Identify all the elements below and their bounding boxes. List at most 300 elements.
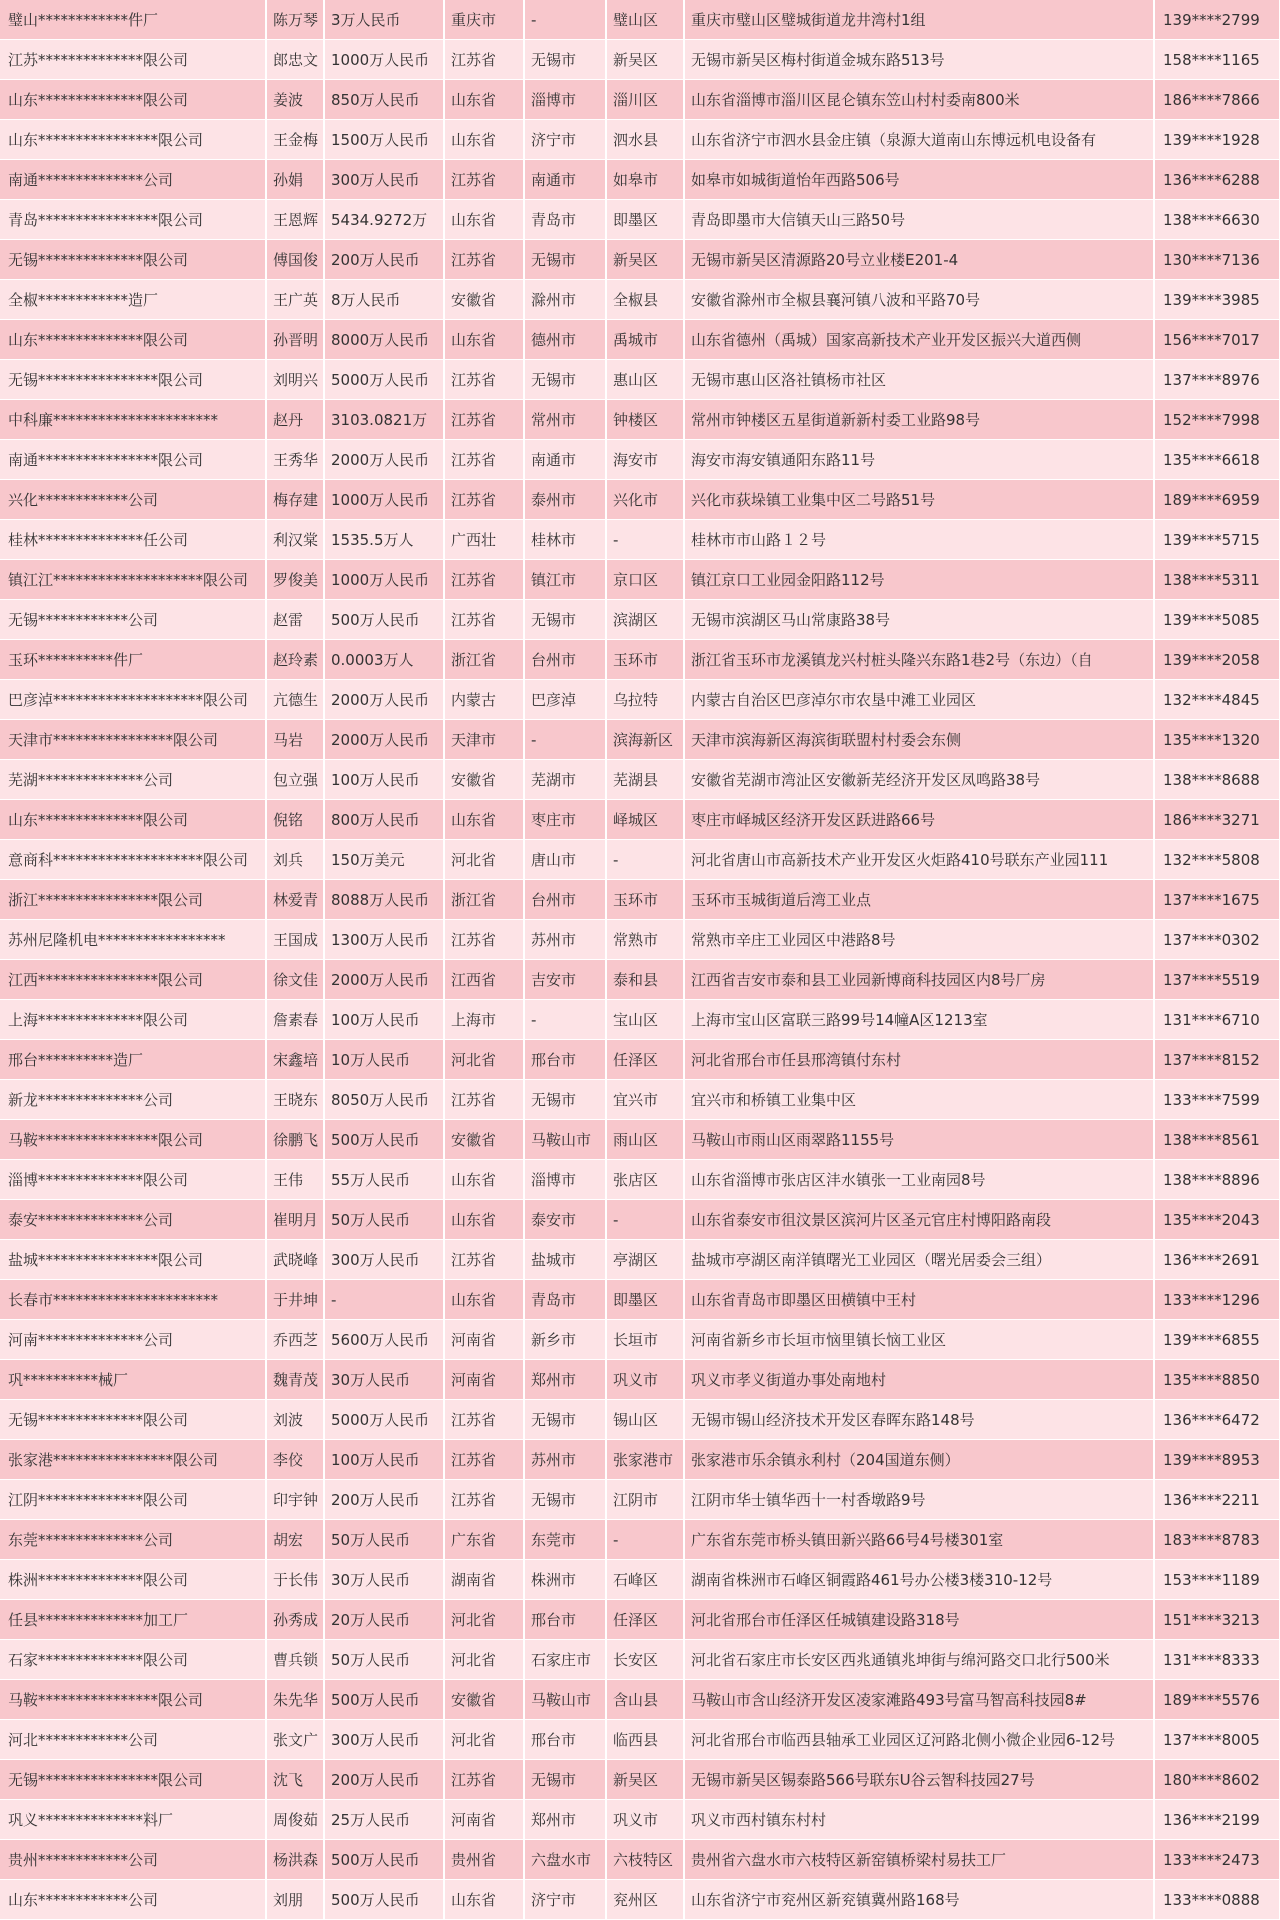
legal-representative-cell: 亢德生 (266, 680, 324, 720)
city-cell: 济宁市 (524, 120, 606, 160)
legal-representative-cell: 郎忠文 (266, 40, 324, 80)
district-cell: 泰和县 (606, 960, 684, 1000)
legal-representative-cell: 林爱青 (266, 880, 324, 920)
phone-cell: 133****1296 (1154, 1280, 1280, 1320)
city-cell: 枣庄市 (524, 800, 606, 840)
province-cell: 内蒙古 (444, 680, 524, 720)
city-cell: 无锡市 (524, 360, 606, 400)
district-cell: 含山县 (606, 1680, 684, 1720)
phone-cell: 133****0888 (1154, 1880, 1280, 1920)
phone-cell: 135****2043 (1154, 1200, 1280, 1240)
registered-capital-cell: 200万人民币 (324, 240, 444, 280)
registered-capital-cell: 1000万人民币 (324, 560, 444, 600)
phone-cell: 136****6288 (1154, 160, 1280, 200)
city-cell: 新乡市 (524, 1320, 606, 1360)
city-cell: 郑州市 (524, 1360, 606, 1400)
district-cell: 任泽区 (606, 1040, 684, 1080)
city-cell: 无锡市 (524, 1760, 606, 1800)
registered-capital-cell: 1535.5万人 (324, 520, 444, 560)
phone-cell: 139****2799 (1154, 0, 1280, 40)
address-cell: 江阴市华士镇华西十一村香墩路9号 (684, 1480, 1154, 1520)
phone-cell: 180****8602 (1154, 1760, 1280, 1800)
legal-representative-cell: 印宇钟 (266, 1480, 324, 1520)
address-cell: 广东省东莞市桥头镇田新兴路66号4号楼301室 (684, 1520, 1154, 1560)
legal-representative-cell: 赵雷 (266, 600, 324, 640)
address-cell: 兴化市荻垛镇工业集中区二号路51号 (684, 480, 1154, 520)
phone-cell: 139****5715 (1154, 520, 1280, 560)
registered-capital-cell: - (324, 1280, 444, 1320)
company-name-cell: 株洲**************限公司 (0, 1560, 266, 1600)
district-cell: 常熟市 (606, 920, 684, 960)
table-row (0, 1520, 1280, 1560)
company-name-cell: 苏州尼隆机电***************** (0, 920, 266, 960)
city-cell: 镇江市 (524, 560, 606, 600)
city-cell: 淄博市 (524, 80, 606, 120)
company-name-cell: 山东************公司 (0, 1880, 266, 1920)
legal-representative-cell: 利汉棠 (266, 520, 324, 560)
table-row (0, 1760, 1280, 1800)
table-row (0, 680, 1280, 720)
phone-cell: 137****5519 (1154, 960, 1280, 1000)
province-cell: 江苏省 (444, 1080, 524, 1120)
phone-cell: 139****6855 (1154, 1320, 1280, 1360)
phone-cell: 152****7998 (1154, 400, 1280, 440)
table-row (0, 1840, 1280, 1880)
legal-representative-cell: 赵玲素 (266, 640, 324, 680)
address-cell: 山东省德州（禹城）国家高新技术产业开发区振兴大道西侧 (684, 320, 1154, 360)
district-cell: 海安市 (606, 440, 684, 480)
district-cell: 新吴区 (606, 40, 684, 80)
table-row (0, 880, 1280, 920)
company-name-cell: 青岛****************限公司 (0, 200, 266, 240)
district-cell: 石峰区 (606, 1560, 684, 1600)
table-row (0, 1280, 1280, 1320)
table-row (0, 1600, 1280, 1640)
table-row (0, 1400, 1280, 1440)
phone-cell: 132****5808 (1154, 840, 1280, 880)
phone-cell: 136****2199 (1154, 1800, 1280, 1840)
legal-representative-cell: 朱先华 (266, 1680, 324, 1720)
company-name-cell: 江西****************限公司 (0, 960, 266, 1000)
district-cell: 惠山区 (606, 360, 684, 400)
registered-capital-cell: 300万人民币 (324, 1720, 444, 1760)
registered-capital-cell: 500万人民币 (324, 1120, 444, 1160)
legal-representative-cell: 武晓峰 (266, 1240, 324, 1280)
registered-capital-cell: 2000万人民币 (324, 440, 444, 480)
city-cell: 常州市 (524, 400, 606, 440)
table-row (0, 560, 1280, 600)
registered-capital-cell: 300万人民币 (324, 1240, 444, 1280)
company-name-cell: 马鞍****************限公司 (0, 1680, 266, 1720)
address-cell: 山东省泰安市徂汶景区滨河片区圣元官庄村博阳路南段 (684, 1200, 1154, 1240)
province-cell: 贵州省 (444, 1840, 524, 1880)
address-cell: 巩义市西村镇东村村 (684, 1800, 1154, 1840)
city-cell: 德州市 (524, 320, 606, 360)
legal-representative-cell: 詹素春 (266, 1000, 324, 1040)
phone-cell: 189****5576 (1154, 1680, 1280, 1720)
legal-representative-cell: 陈万琴 (266, 0, 324, 40)
province-cell: 江苏省 (444, 1400, 524, 1440)
table-row (0, 760, 1280, 800)
registered-capital-cell: 3万人民币 (324, 0, 444, 40)
city-cell: 芜湖市 (524, 760, 606, 800)
district-cell: 亭湖区 (606, 1240, 684, 1280)
district-cell: - (606, 1520, 684, 1560)
registered-capital-cell: 30万人民币 (324, 1560, 444, 1600)
phone-cell: 137****1675 (1154, 880, 1280, 920)
company-name-cell: 无锡****************限公司 (0, 1760, 266, 1800)
province-cell: 河南省 (444, 1320, 524, 1360)
table-row (0, 960, 1280, 1000)
city-cell: - (524, 1000, 606, 1040)
table-row (0, 1440, 1280, 1480)
legal-representative-cell: 王秀华 (266, 440, 324, 480)
table-row (0, 1560, 1280, 1600)
province-cell: 江苏省 (444, 440, 524, 480)
phone-cell: 158****1165 (1154, 40, 1280, 80)
table-row (0, 600, 1280, 640)
registered-capital-cell: 1500万人民币 (324, 120, 444, 160)
city-cell: 马鞍山市 (524, 1120, 606, 1160)
company-name-cell: 南通**************公司 (0, 160, 266, 200)
company-name-cell: 兴化************公司 (0, 480, 266, 520)
legal-representative-cell: 赵丹 (266, 400, 324, 440)
legal-representative-cell: 杨洪森 (266, 1840, 324, 1880)
address-cell: 贵州省六盘水市六枝特区新窑镇桥梁村易扶工厂 (684, 1840, 1154, 1880)
phone-cell: 136****2211 (1154, 1480, 1280, 1520)
company-name-cell: 新龙**************公司 (0, 1080, 266, 1120)
province-cell: 上海市 (444, 1000, 524, 1040)
table-row (0, 1720, 1280, 1760)
province-cell: 江苏省 (444, 480, 524, 520)
address-cell: 河北省唐山市高新技术产业开发区火炬路410号联东产业园111 (684, 840, 1154, 880)
legal-representative-cell: 王国成 (266, 920, 324, 960)
phone-cell: 139****2058 (1154, 640, 1280, 680)
province-cell: 安徽省 (444, 760, 524, 800)
district-cell: 乌拉特 (606, 680, 684, 720)
company-name-cell: 山东**************限公司 (0, 320, 266, 360)
address-cell: 枣庄市峄城区经济开发区跃进路66号 (684, 800, 1154, 840)
address-cell: 无锡市滨湖区马山常康路38号 (684, 600, 1154, 640)
address-cell: 河南省新乡市长垣市恼里镇长恼工业区 (684, 1320, 1154, 1360)
city-cell: 郑州市 (524, 1800, 606, 1840)
district-cell: 张家港市 (606, 1440, 684, 1480)
table-row (0, 360, 1280, 400)
legal-representative-cell: 孙晋明 (266, 320, 324, 360)
legal-representative-cell: 刘兵 (266, 840, 324, 880)
registered-capital-cell: 200万人民币 (324, 1480, 444, 1520)
phone-cell: 138****6630 (1154, 200, 1280, 240)
phone-cell: 186****3271 (1154, 800, 1280, 840)
legal-representative-cell: 崔明月 (266, 1200, 324, 1240)
registered-capital-cell: 1300万人民币 (324, 920, 444, 960)
table-row (0, 240, 1280, 280)
company-name-cell: 张家港****************限公司 (0, 1440, 266, 1480)
city-cell: 滁州市 (524, 280, 606, 320)
address-cell: 安徽省滁州市全椒县襄河镇八波和平路70号 (684, 280, 1154, 320)
table-row (0, 920, 1280, 960)
legal-representative-cell: 胡宏 (266, 1520, 324, 1560)
city-cell: - (524, 720, 606, 760)
table-row (0, 320, 1280, 360)
province-cell: 河南省 (444, 1360, 524, 1400)
registered-capital-cell: 800万人民币 (324, 800, 444, 840)
phone-cell: 189****6959 (1154, 480, 1280, 520)
registered-capital-cell: 8000万人民币 (324, 320, 444, 360)
company-name-cell: 无锡************公司 (0, 600, 266, 640)
district-cell: 璧山区 (606, 0, 684, 40)
province-cell: 江苏省 (444, 1480, 524, 1520)
company-name-cell: 天津市****************限公司 (0, 720, 266, 760)
address-cell: 盐城市亭湖区南洋镇曙光工业园区（曙光居委会三组） (684, 1240, 1154, 1280)
phone-cell: 138****5311 (1154, 560, 1280, 600)
registered-capital-cell: 20万人民币 (324, 1600, 444, 1640)
address-cell: 无锡市锡山经济技术开发区春晖东路148号 (684, 1400, 1154, 1440)
province-cell: 江苏省 (444, 40, 524, 80)
registered-capital-cell: 5600万人民币 (324, 1320, 444, 1360)
province-cell: 河北省 (444, 1600, 524, 1640)
company-name-cell: 中科廉********************** (0, 400, 266, 440)
legal-representative-cell: 徐鹏飞 (266, 1120, 324, 1160)
city-cell: 台州市 (524, 640, 606, 680)
table-row (0, 520, 1280, 560)
district-cell: 临西县 (606, 1720, 684, 1760)
district-cell: 芜湖县 (606, 760, 684, 800)
phone-cell: 133****2473 (1154, 1840, 1280, 1880)
company-name-cell: 巩**********械厂 (0, 1360, 266, 1400)
district-cell: 即墨区 (606, 1280, 684, 1320)
company-name-cell: 无锡**************限公司 (0, 1400, 266, 1440)
province-cell: 广西壮 (444, 520, 524, 560)
city-cell: 泰州市 (524, 480, 606, 520)
table-row (0, 120, 1280, 160)
address-cell: 天津市滨海新区海滨街联盟村村委会东侧 (684, 720, 1154, 760)
legal-representative-cell: 曹兵锁 (266, 1640, 324, 1680)
registered-capital-cell: 300万人民币 (324, 160, 444, 200)
legal-representative-cell: 包立强 (266, 760, 324, 800)
city-cell: 邢台市 (524, 1600, 606, 1640)
district-cell: 禹城市 (606, 320, 684, 360)
company-name-cell: 东莞**************公司 (0, 1520, 266, 1560)
phone-cell: 137****0302 (1154, 920, 1280, 960)
city-cell: 无锡市 (524, 1080, 606, 1120)
registered-capital-cell: 100万人民币 (324, 1000, 444, 1040)
city-cell: 石家庄市 (524, 1640, 606, 1680)
table-row (0, 1120, 1280, 1160)
province-cell: 安徽省 (444, 1680, 524, 1720)
legal-representative-cell: 王晓东 (266, 1080, 324, 1120)
legal-representative-cell: 马岩 (266, 720, 324, 760)
legal-representative-cell: 李佼 (266, 1440, 324, 1480)
phone-cell: 136****6472 (1154, 1400, 1280, 1440)
province-cell: 河北省 (444, 1640, 524, 1680)
company-name-cell: 贵州************公司 (0, 1840, 266, 1880)
phone-cell: 131****6710 (1154, 1000, 1280, 1040)
legal-representative-cell: 王金梅 (266, 120, 324, 160)
city-cell: 无锡市 (524, 1480, 606, 1520)
legal-representative-cell: 宋鑫培 (266, 1040, 324, 1080)
city-cell: 台州市 (524, 880, 606, 920)
legal-representative-cell: 孙秀成 (266, 1600, 324, 1640)
registered-capital-cell: 100万人民币 (324, 760, 444, 800)
company-name-cell: 巩义**************料厂 (0, 1800, 266, 1840)
phone-cell: 137****8152 (1154, 1040, 1280, 1080)
province-cell: 浙江省 (444, 640, 524, 680)
phone-cell: 138****8688 (1154, 760, 1280, 800)
registered-capital-cell: 25万人民币 (324, 1800, 444, 1840)
district-cell: 玉环市 (606, 880, 684, 920)
district-cell: 巩义市 (606, 1800, 684, 1840)
registered-capital-cell: 0.0003万人 (324, 640, 444, 680)
registered-capital-cell: 500万人民币 (324, 1840, 444, 1880)
phone-cell: 151****3213 (1154, 1600, 1280, 1640)
address-cell: 海安市海安镇通阳东路11号 (684, 440, 1154, 480)
table-row (0, 1240, 1280, 1280)
table-row (0, 1200, 1280, 1240)
table-row (0, 1160, 1280, 1200)
city-cell: 东莞市 (524, 1520, 606, 1560)
company-name-cell: 无锡****************限公司 (0, 360, 266, 400)
city-cell: 巴彦淖 (524, 680, 606, 720)
district-cell: 雨山区 (606, 1120, 684, 1160)
city-cell: 无锡市 (524, 240, 606, 280)
registered-capital-cell: 50万人民币 (324, 1640, 444, 1680)
company-name-cell: 南通****************限公司 (0, 440, 266, 480)
phone-cell: 138****8561 (1154, 1120, 1280, 1160)
province-cell: 山东省 (444, 120, 524, 160)
address-cell: 浙江省玉环市龙溪镇龙兴村桩头隆兴东路1巷2号（东边）（自 (684, 640, 1154, 680)
city-cell: 无锡市 (524, 600, 606, 640)
district-cell: 长垣市 (606, 1320, 684, 1360)
district-cell: 巩义市 (606, 1360, 684, 1400)
district-cell: 玉环市 (606, 640, 684, 680)
phone-cell: 139****1928 (1154, 120, 1280, 160)
province-cell: 江苏省 (444, 400, 524, 440)
address-cell: 无锡市新吴区梅村街道金城东路513号 (684, 40, 1154, 80)
district-cell: 新吴区 (606, 1760, 684, 1800)
district-cell: 即墨区 (606, 200, 684, 240)
city-cell: 六盘水市 (524, 1840, 606, 1880)
table-row (0, 1480, 1280, 1520)
address-cell: 河北省邢台市任泽区任城镇建设路318号 (684, 1600, 1154, 1640)
district-cell: 京口区 (606, 560, 684, 600)
district-cell: 任泽区 (606, 1600, 684, 1640)
registered-capital-cell: 500万人民币 (324, 1880, 444, 1920)
registered-capital-cell: 500万人民币 (324, 600, 444, 640)
table-row (0, 1040, 1280, 1080)
company-name-cell: 镇江江********************限公司 (0, 560, 266, 600)
legal-representative-cell: 孙娟 (266, 160, 324, 200)
table-row (0, 80, 1280, 120)
phone-cell: 132****4845 (1154, 680, 1280, 720)
district-cell: 淄川区 (606, 80, 684, 120)
city-cell: 邢台市 (524, 1040, 606, 1080)
address-cell: 山东省淄博市淄川区昆仑镇东笠山村村委南800米 (684, 80, 1154, 120)
company-name-cell: 江阴**************限公司 (0, 1480, 266, 1520)
city-cell: 泰安市 (524, 1200, 606, 1240)
table-row (0, 480, 1280, 520)
company-name-cell: 玉环**********件厂 (0, 640, 266, 680)
province-cell: 天津市 (444, 720, 524, 760)
registered-capital-cell: 10万人民币 (324, 1040, 444, 1080)
company-name-cell: 任县**************加工厂 (0, 1600, 266, 1640)
company-name-cell: 上海**************限公司 (0, 1000, 266, 1040)
province-cell: 江西省 (444, 960, 524, 1000)
province-cell: 山东省 (444, 1200, 524, 1240)
address-cell: 常熟市辛庄工业园区中港路8号 (684, 920, 1154, 960)
phone-cell: 138****8896 (1154, 1160, 1280, 1200)
company-name-cell: 芜湖**************公司 (0, 760, 266, 800)
legal-representative-cell: 王伟 (266, 1160, 324, 1200)
province-cell: 江苏省 (444, 1240, 524, 1280)
address-cell: 镇江京口工业园金阳路112号 (684, 560, 1154, 600)
address-cell: 江西省吉安市泰和县工业园新博商科技园区内8号厂房 (684, 960, 1154, 1000)
company-name-cell: 山东**************限公司 (0, 80, 266, 120)
company-name-cell: 马鞍****************限公司 (0, 1120, 266, 1160)
phone-cell: 135****8850 (1154, 1360, 1280, 1400)
registered-capital-cell: 1000万人民币 (324, 480, 444, 520)
table-row (0, 1000, 1280, 1040)
district-cell: 兖州区 (606, 1880, 684, 1920)
company-name-cell: 桂林**************任公司 (0, 520, 266, 560)
registered-capital-cell: 500万人民币 (324, 1680, 444, 1720)
district-cell: 六枝特区 (606, 1840, 684, 1880)
address-cell: 常州市钟楼区五星街道新新村委工业路98号 (684, 400, 1154, 440)
address-cell: 马鞍山市含山经济开发区凌家滩路493号富马智高科技园8# (684, 1680, 1154, 1720)
district-cell: 泗水县 (606, 120, 684, 160)
city-cell: 济宁市 (524, 1880, 606, 1920)
address-cell: 河北省邢台市临西县轴承工业园区辽河路北侧小微企业园6-12号 (684, 1720, 1154, 1760)
address-cell: 河北省石家庄市长安区西兆通镇兆坤街与绵河路交口北行500米 (684, 1640, 1154, 1680)
district-cell: 滨湖区 (606, 600, 684, 640)
registered-capital-cell: 2000万人民币 (324, 960, 444, 1000)
company-name-cell: 石家**************限公司 (0, 1640, 266, 1680)
district-cell: 宜兴市 (606, 1080, 684, 1120)
legal-representative-cell: 罗俊美 (266, 560, 324, 600)
address-cell: 巩义市孝义街道办事处南地村 (684, 1360, 1154, 1400)
province-cell: 江苏省 (444, 160, 524, 200)
phone-cell: 186****7866 (1154, 80, 1280, 120)
registered-capital-cell: 200万人民币 (324, 1760, 444, 1800)
address-cell: 湖南省株洲市石峰区铜霞路461号办公楼3楼310-12号 (684, 1560, 1154, 1600)
legal-representative-cell: 张文广 (266, 1720, 324, 1760)
table-row (0, 840, 1280, 880)
city-cell: 桂林市 (524, 520, 606, 560)
legal-representative-cell: 魏青茂 (266, 1360, 324, 1400)
province-cell: 山东省 (444, 1160, 524, 1200)
company-name-cell: 淄博**************限公司 (0, 1160, 266, 1200)
legal-representative-cell: 姜波 (266, 80, 324, 120)
address-cell: 安徽省芜湖市湾沚区安徽新芜经济开发区凤鸣路38号 (684, 760, 1154, 800)
district-cell: - (606, 1200, 684, 1240)
province-cell: 安徽省 (444, 280, 524, 320)
phone-cell: 135****1320 (1154, 720, 1280, 760)
registered-capital-cell: 5434.9272万 (324, 200, 444, 240)
company-name-cell: 璧山************件厂 (0, 0, 266, 40)
table-row (0, 800, 1280, 840)
registered-capital-cell: 850万人民币 (324, 80, 444, 120)
phone-cell: 137****8005 (1154, 1720, 1280, 1760)
legal-representative-cell: 傅国俊 (266, 240, 324, 280)
phone-cell: 136****2691 (1154, 1240, 1280, 1280)
registered-capital-cell: 55万人民币 (324, 1160, 444, 1200)
legal-representative-cell: 王广英 (266, 280, 324, 320)
city-cell: 马鞍山市 (524, 1680, 606, 1720)
province-cell: 山东省 (444, 1280, 524, 1320)
city-cell: 盐城市 (524, 1240, 606, 1280)
city-cell: 青岛市 (524, 1280, 606, 1320)
city-cell: 吉安市 (524, 960, 606, 1000)
